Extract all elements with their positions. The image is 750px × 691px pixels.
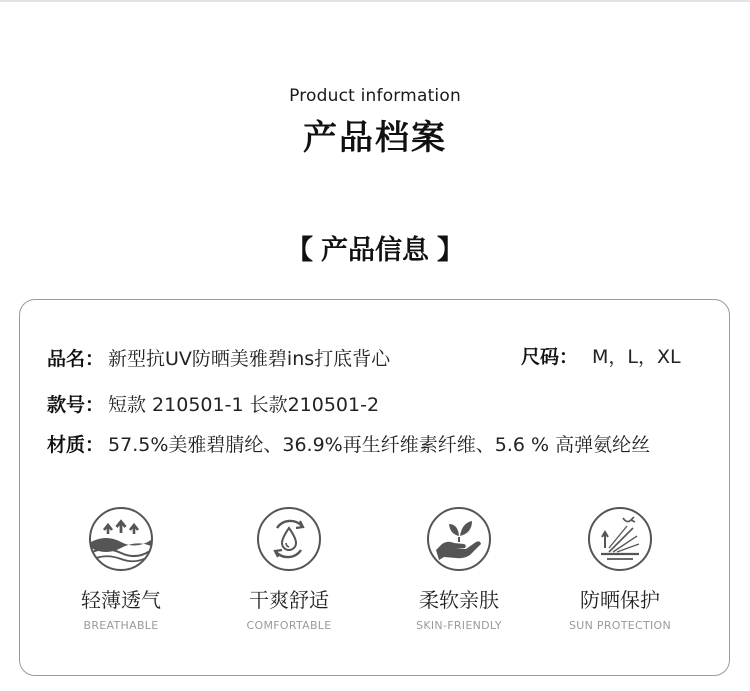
header-title-en: Product information: [289, 86, 461, 106]
section-title: [0, 228, 750, 267]
feature-breathable-label-en: BREATHABLE: [83, 619, 159, 632]
size-value: M，L，XL: [592, 346, 681, 368]
feature-skin-friendly-label-en: SKIN-FRIENDLY: [416, 619, 502, 632]
feature-sun-protection-label: 防晒保护: [580, 588, 660, 612]
header-title-cn: 产品档案: [303, 118, 447, 158]
product-name-row: [47, 344, 390, 371]
material-label: 材质：: [47, 434, 105, 456]
product-name-value: 新型抗UV防晒美雅碧ins打底背心: [108, 348, 391, 370]
bracket-right: 】: [437, 235, 464, 266]
feature-comfortable: [214, 506, 364, 632]
water-drop-cycle-icon: [256, 506, 322, 572]
size-label: 尺码：: [521, 346, 579, 368]
feature-breathable-label: 轻薄透气: [81, 588, 161, 612]
bracket-left: 【: [286, 235, 313, 266]
hand-leaf-icon: [426, 506, 492, 572]
feature-sun-protection: [545, 506, 695, 632]
sun-rays-icon: [587, 506, 653, 572]
product-name-label: 品名：: [47, 348, 105, 370]
feature-comfortable-label-en: COMFORTABLE: [246, 619, 332, 632]
top-divider: [0, 0, 750, 2]
size-row: [521, 342, 681, 369]
section-title-text: 产品信息: [321, 235, 429, 266]
style-number-value: 短款 210501-1 长款210501-2: [108, 394, 380, 416]
breathable-arrows-icon: [88, 506, 154, 572]
feature-sun-protection-label-en: SUN PROTECTION: [568, 619, 672, 632]
material-row: [47, 430, 650, 457]
style-number-row: [47, 390, 379, 417]
feature-comfortable-label: 干爽舒适: [249, 588, 329, 612]
style-number-label: 款号：: [47, 394, 105, 416]
feature-breathable: [46, 506, 196, 632]
feature-skin-friendly: [384, 506, 534, 632]
material-value: 57.5%美雅碧腈纶、36.9%再生纤维素纤维、5.6 % 高弹氨纶丝: [108, 434, 651, 456]
feature-skin-friendly-label: 柔软亲肤: [419, 588, 499, 612]
product-info-card: [19, 299, 730, 676]
